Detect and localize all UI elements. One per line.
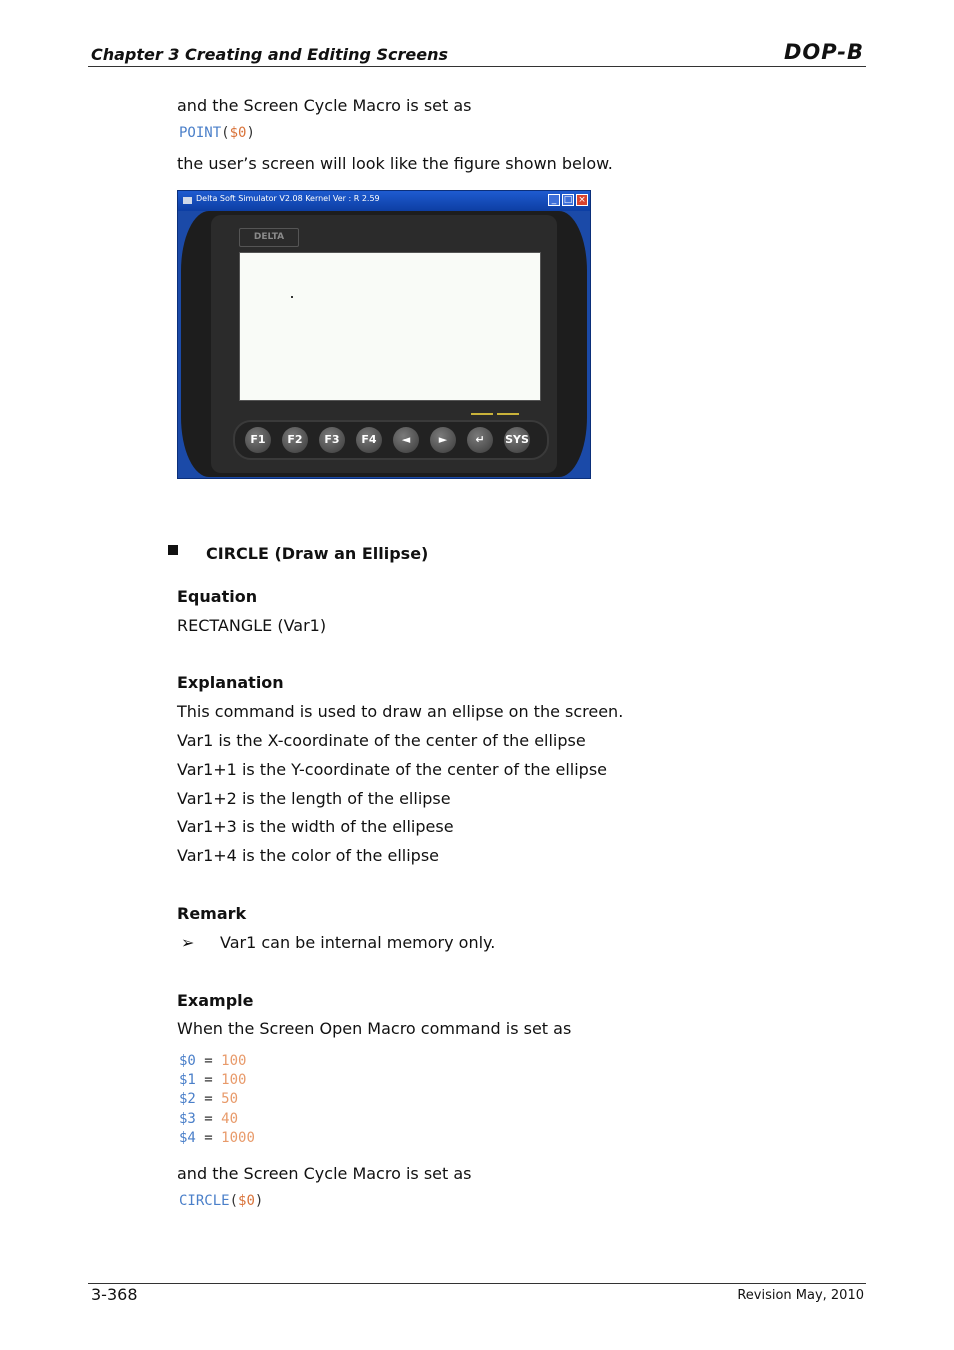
assignment-line: [179, 1072, 246, 1088]
status-led: [471, 413, 493, 415]
assignment-op: =: [204, 1053, 213, 1069]
hmi-screen: [239, 252, 541, 401]
section-bullet-icon: [168, 545, 178, 555]
assignment-op: =: [204, 1111, 213, 1127]
remark-text: Var1 can be internal memory only.: [220, 933, 496, 952]
assignment-var: $3: [179, 1111, 196, 1127]
key-f2[interactable]: F2: [282, 427, 308, 453]
assignment-op: =: [204, 1091, 213, 1107]
remark-label: Remark: [177, 904, 247, 923]
assignment-value: 100: [221, 1053, 247, 1069]
equation-text: RECTANGLE (Var1): [177, 616, 327, 635]
assignment-line: [179, 1111, 238, 1127]
assignment-value: 40: [221, 1111, 239, 1127]
explanation-line: Var1+2 is the length of the ellipse: [177, 789, 451, 808]
simulator-window: [177, 190, 591, 479]
status-led: [497, 413, 519, 415]
key-sys[interactable]: SYS: [504, 427, 530, 453]
equation-label: Equation: [177, 587, 258, 606]
intro-cycle-label: and the Screen Cycle Macro is set as: [177, 96, 472, 115]
page-number: 3-368: [91, 1285, 138, 1304]
example-label: Example: [177, 991, 254, 1010]
assignment-var: $0: [179, 1053, 196, 1069]
circle-func: CIRCLE: [179, 1193, 230, 1209]
key-enter[interactable]: ↵: [467, 427, 493, 453]
simulator-title: Delta Soft Simulator V2.08 Kernel Ver : R 2.59: [196, 194, 380, 203]
chapter-title: Chapter 3 Creating and Editing Screens: [91, 45, 449, 64]
hmi-device: [181, 211, 587, 477]
circle-arg: $0: [238, 1193, 255, 1209]
intro-result-text: the user’s screen will look like the figure shown below.: [177, 154, 613, 173]
footer-rule: [88, 1283, 866, 1284]
explanation-line: Var1+4 is the color of the ellipse: [177, 846, 439, 865]
function-key-bar: [233, 420, 549, 460]
key-f4[interactable]: F4: [356, 427, 382, 453]
point-func: POINT: [179, 125, 222, 141]
key-f1[interactable]: F1: [245, 427, 271, 453]
explanation-label: Explanation: [177, 673, 284, 692]
header-rule: [88, 66, 866, 67]
key-f3[interactable]: F3: [319, 427, 345, 453]
maximize-icon[interactable]: □: [563, 195, 573, 205]
cycle-macro-text: and the Screen Cycle Macro is set as: [177, 1164, 472, 1183]
assignment-op: =: [204, 1072, 213, 1088]
assignment-op: =: [204, 1130, 213, 1146]
explanation-line: Var1+3 is the width of the ellipese: [177, 817, 454, 836]
circle-code: CIRCLE($0): [179, 1193, 264, 1209]
key-right[interactable]: ►: [430, 427, 456, 453]
assignment-value: 100: [221, 1072, 247, 1088]
assignment-value: 50: [221, 1091, 239, 1107]
drawn-point: [291, 296, 293, 298]
assignment-var: $1: [179, 1072, 196, 1088]
open-macro-text: When the Screen Open Macro command is set as: [177, 1019, 572, 1038]
minimize-icon[interactable]: _: [548, 194, 560, 206]
explanation-line: Var1 is the X-coordinate of the center of the ellipse: [177, 731, 586, 750]
remark-bullet-icon: ➢: [181, 933, 195, 952]
assignment-value: 1000: [221, 1130, 255, 1146]
assignment-var: $4: [179, 1130, 196, 1146]
revision-text: Revision May, 2010: [737, 1288, 864, 1303]
delta-logo: DELTA: [239, 228, 299, 247]
key-left[interactable]: ◄: [393, 427, 419, 453]
point-code: POINT($0): [179, 125, 255, 141]
explanation-line: Var1+1 is the Y-coordinate of the center of the ellipse: [177, 760, 607, 779]
close-icon[interactable]: ×: [576, 194, 588, 206]
assignment-line: [179, 1053, 246, 1069]
assignment-var: $2: [179, 1091, 196, 1107]
section-heading: CIRCLE (Draw an Ellipse): [206, 544, 429, 563]
simulator-titlebar: [178, 191, 590, 211]
explanation-line: This command is used to draw an ellipse on the screen.: [177, 702, 624, 721]
point-arg: $0: [229, 125, 247, 141]
assignment-line: [179, 1091, 238, 1107]
app-icon: [183, 197, 192, 204]
assignment-line: [179, 1130, 255, 1146]
product-logo: DOP-B: [783, 40, 864, 64]
